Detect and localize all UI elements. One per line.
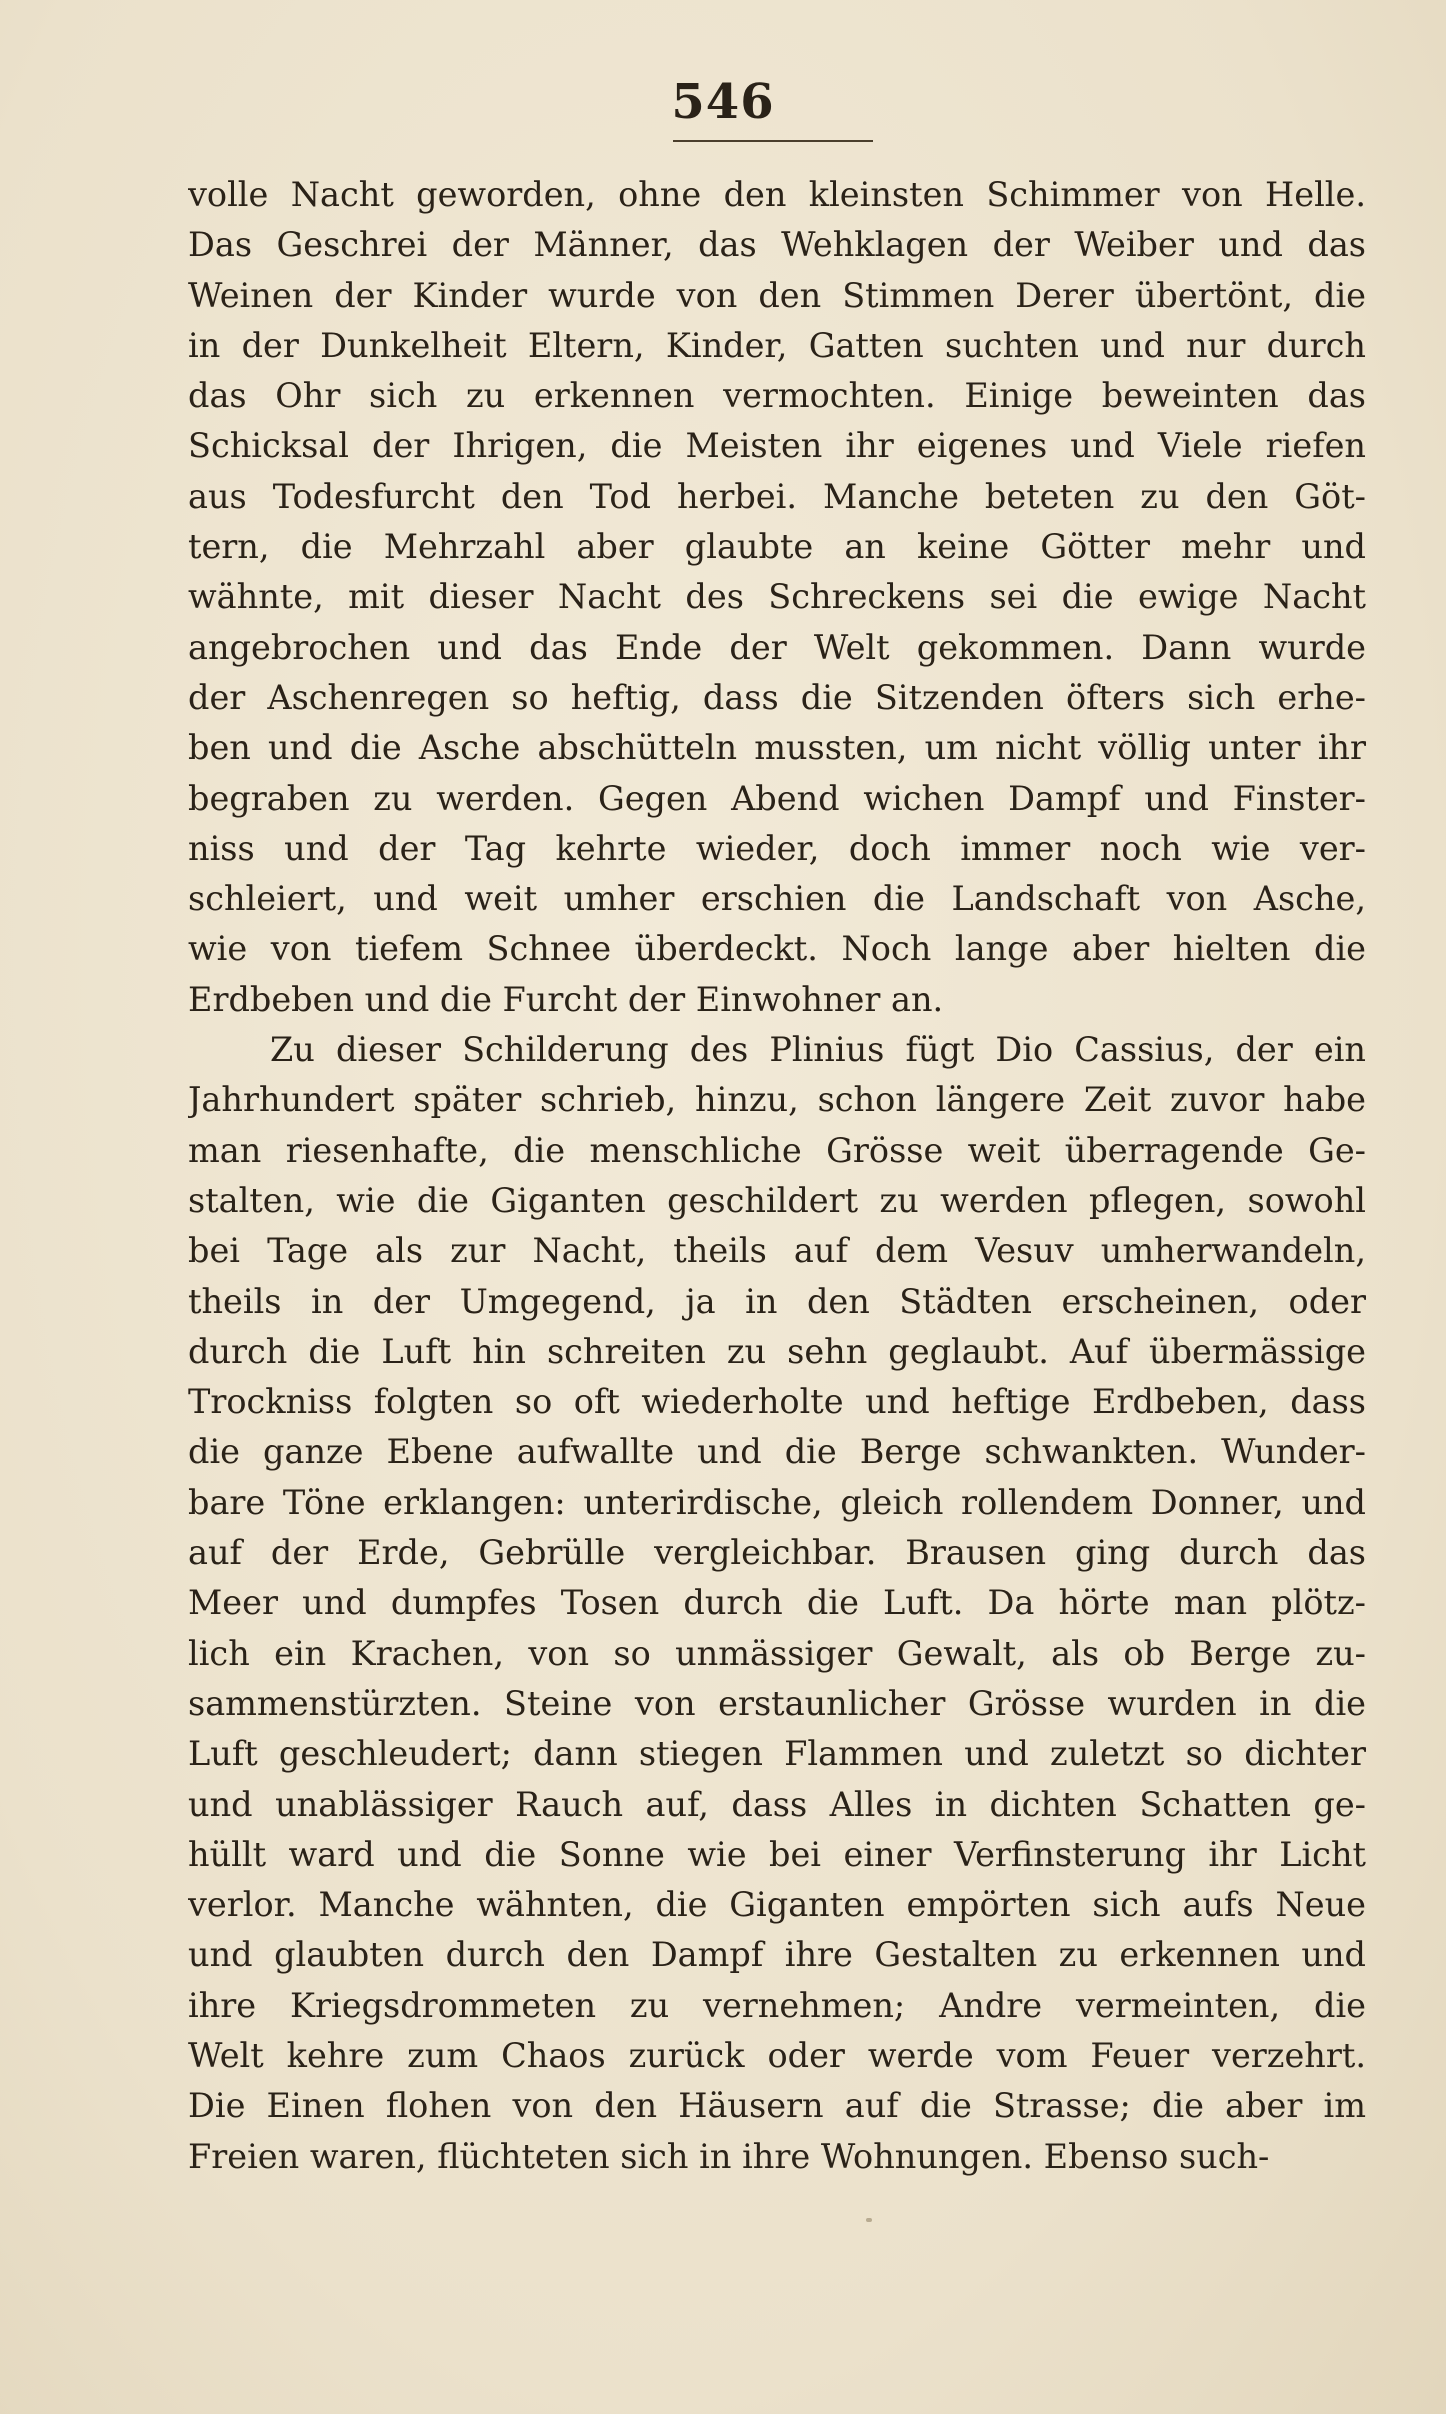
text-line: Die Einen flohen von den Häusern auf die Strasse; die aber im: [188, 2086, 1366, 2126]
text-line: Trockniss folgten so oft wiederholte und heftige Erdbeben, dass: [188, 1382, 1366, 1422]
text-line: man riesenhafte, die menschliche Grösse weit überragende Ge-: [188, 1130, 1366, 1170]
text-line: in der Dunkelheit Eltern, Kinder, Gatten suchten und nur durch: [188, 325, 1366, 365]
text-line: ihre Kriegsdrommeten zu vernehmen; Andre vermeinten, die: [188, 1985, 1366, 2025]
text-line: tern, die Mehrzahl aber glaubte an keine Götter mehr und: [188, 527, 1366, 567]
text-line: aus Todesfurcht den Tod herbei. Manche beteten zu den Göt-: [188, 476, 1366, 516]
text-line: Luft geschleudert; dann stiegen Flammen und zuletzt so dichter: [188, 1734, 1366, 1774]
page-number-rule: [673, 140, 873, 142]
text-line: schleiert, und weit umher erschien die Landschaft von Asche,: [188, 879, 1366, 919]
text-line: die ganze Ebene aufwallte und die Berge schwankten. Wunder-: [188, 1432, 1366, 1472]
text-line: Das Geschrei der Männer, das Wehklagen der Weiber und das: [188, 225, 1366, 265]
text-line: volle Nacht geworden, ohne den kleinsten Schimmer von Helle.: [188, 175, 1366, 214]
text-line: das Ohr sich zu erkennen vermochten. Einige beweinten das: [188, 376, 1366, 416]
text-line: und glaubten durch den Dampf ihre Gestalten zu erkennen und: [188, 1935, 1366, 1975]
text-line: Erdbeben und die Furcht der Einwohner an.: [188, 979, 944, 1019]
text-line: wie von tiefem Schnee überdeckt. Noch lange aber hielten die: [188, 929, 1366, 969]
text-line: hüllt ward und die Sonne wie bei einer Verfinsterung ihr Licht: [188, 1834, 1366, 1874]
text-line: Zu dieser Schilderung des Plinius fügt Dio Cassius, der ein: [270, 1030, 1366, 1070]
paper-mark: [866, 2218, 872, 2222]
text-line: der Aschenregen so heftig, dass die Sitzenden öfters sich erhe-: [188, 677, 1366, 717]
text-line: bare Töne erklangen: unterirdische, gleich rollendem Donner, und: [188, 1482, 1366, 1522]
text-line: Meer und dumpfes Tosen durch die Luft. Da hörte man plötz-: [188, 1583, 1366, 1623]
text-line: ben und die Asche abschütteln mussten, um nicht völlig unter ihr: [188, 728, 1366, 768]
text-line: Weinen der Kinder wurde von den Stimmen Derer übertönt, die: [188, 275, 1366, 315]
page-number: 546: [671, 74, 775, 130]
text-line: auf der Erde, Gebrülle vergleichbar. Brausen ging durch das: [188, 1533, 1366, 1573]
text-line: Welt kehre zum Chaos zurück oder werde vom Feuer verzehrt.: [188, 2035, 1366, 2075]
text-line: und unablässiger Rauch auf, dass Alles in dichten Schatten ge-: [188, 1784, 1366, 1824]
text-line: theils in der Umgegend, ja in den Städten erscheinen, oder: [188, 1281, 1366, 1321]
text-line: verlor. Manche wähnten, die Giganten empörten sich aufs Neue: [188, 1885, 1366, 1925]
text-line: durch die Luft hin schreiten zu sehn geglaubt. Auf übermässige: [188, 1331, 1366, 1371]
text-line: stalten, wie die Giganten geschildert zu werden pflegen, sowohl: [188, 1180, 1366, 1220]
text-line: Jahrhundert später schrieb, hinzu, schon längere Zeit zuvor habe: [188, 1080, 1366, 1120]
text-line: sammenstürzten. Steine von erstaunlicher Grösse wurden in die: [188, 1683, 1366, 1723]
text-line: lich ein Krachen, von so unmässiger Gewalt, als ob Berge zu-: [188, 1633, 1366, 1673]
body-text: [188, 170, 1366, 2182]
text-line: bei Tage als zur Nacht, theils auf dem Vesuv umherwandeln,: [188, 1231, 1366, 1271]
text-line: wähnte, mit dieser Nacht des Schreckens sei die ewige Nacht: [188, 577, 1366, 617]
text-line: niss und der Tag kehrte wieder, doch immer noch wie ver-: [188, 828, 1366, 868]
text-line: angebrochen und das Ende der Welt gekommen. Dann wurde: [188, 627, 1366, 667]
text-line: Freien waren, flüchteten sich in ihre Wohnungen. Ebenso such-: [188, 2136, 1270, 2176]
text-line: Schicksal der Ihrigen, die Meisten ihr eigenes und Viele riefen: [188, 426, 1366, 466]
text-line: begraben zu werden. Gegen Abend wichen Dampf und Finster-: [188, 778, 1366, 818]
